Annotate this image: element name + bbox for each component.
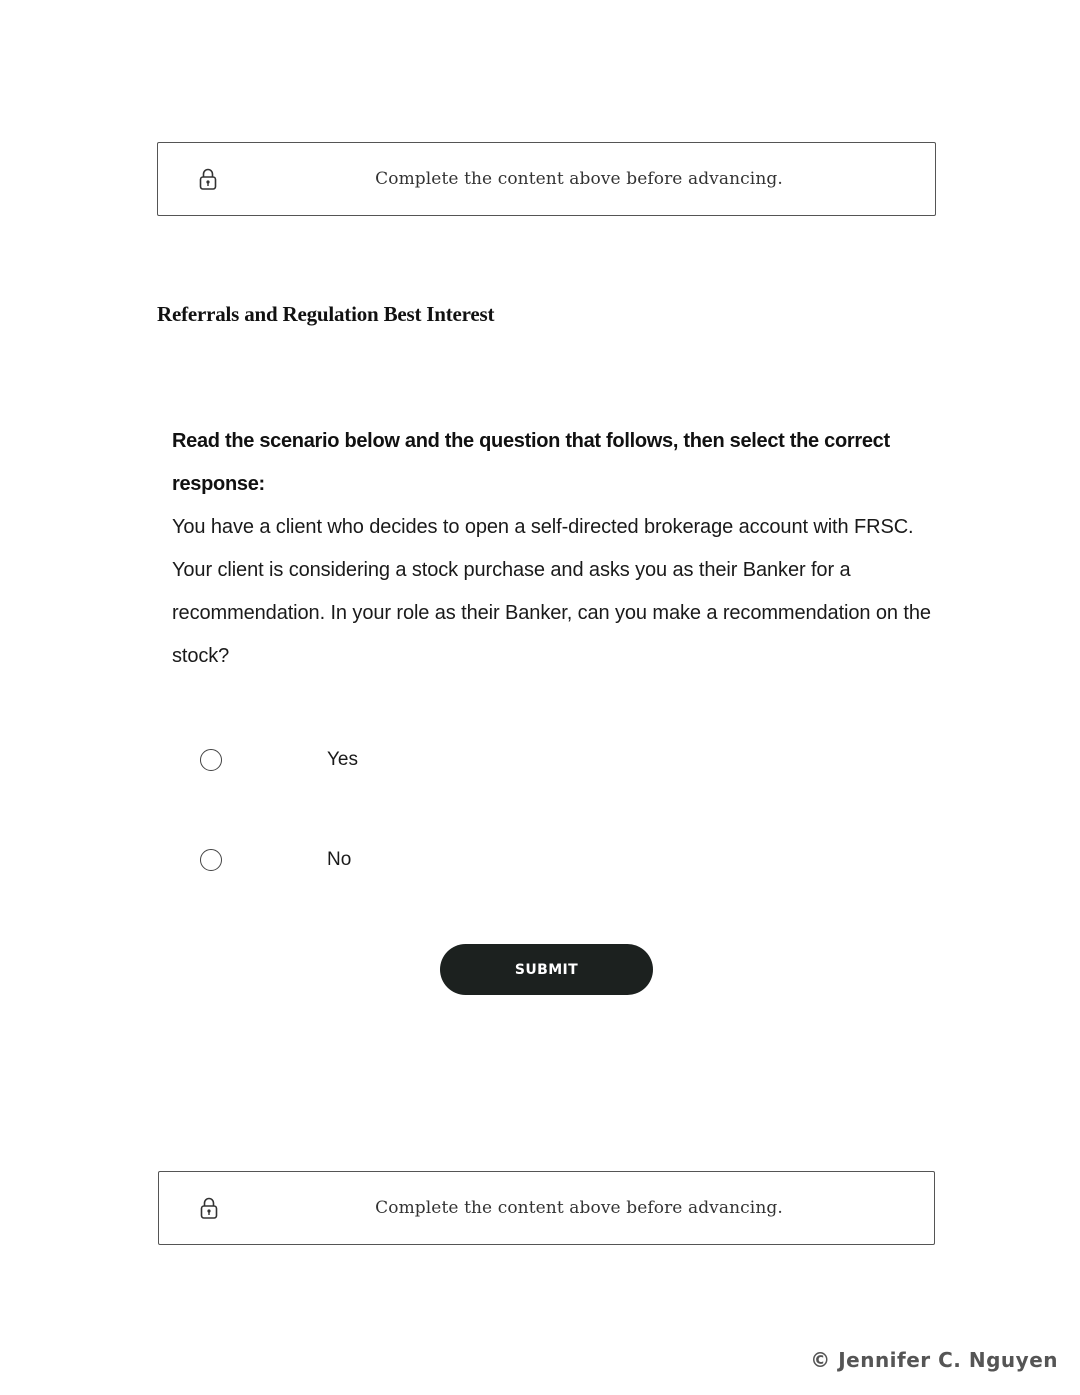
answer-option-no[interactable] xyxy=(200,849,351,871)
lock-icon xyxy=(198,167,218,191)
section-title: Referrals and Regulation Best Interest xyxy=(157,302,495,326)
submit-button[interactable]: SUBMIT xyxy=(440,944,653,995)
lock-icon xyxy=(199,1196,219,1220)
question-prompt: Read the scenario below and the question that follows, then select the correct response: xyxy=(172,430,890,495)
answer-option-label[interactable]: No xyxy=(327,849,352,870)
radio-button-yes[interactable] xyxy=(200,749,222,771)
answer-option-label[interactable]: Yes xyxy=(327,749,358,770)
copyright-watermark: © Jennifer C. Nguyen xyxy=(810,1348,1058,1372)
question-scenario: You have a client who decides to open a self-directed brokerage account with FRSC. Your client is considering a stock purchase and asks you as their Banker for a recommendation. In your role as their Banker, can you make a recommendation on the stock? xyxy=(172,516,931,667)
radio-button-no[interactable] xyxy=(200,849,222,871)
answer-option-yes[interactable] xyxy=(200,749,358,771)
locked-content-notice-bottom xyxy=(158,1171,935,1245)
locked-content-message: Complete the content above before advancing. xyxy=(375,169,783,189)
question-block xyxy=(172,420,932,678)
locked-content-message: Complete the content above before advancing. xyxy=(375,1198,783,1218)
locked-content-notice-top xyxy=(157,142,936,216)
